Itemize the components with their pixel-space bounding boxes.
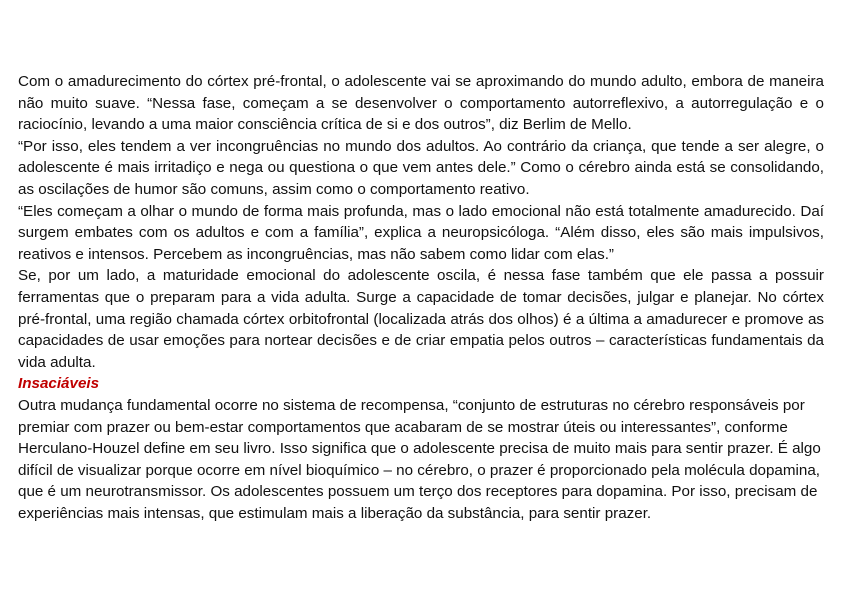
paragraph-emotional-side: “Eles começam a olhar o mundo de forma mais profunda, mas o lado emocional não está totalmente amadurecido. Daí surgem embates com os adultos e com a família”, explica a neuropsicóloga. “Além disso, eles são mais impulsivos, reativos e intensos. Percebem as incongruências, mas não sabem como lidar com elas.” [18,202,824,263]
paragraph-incongruences: “Por isso, eles tendem a ver incongruências no mundo dos adultos. Ao contrário da criança, que tende a ser alegre, o adolescente é mais irritadiço e nega ou questiona o que vem antes dele.” Como o cérebro ainda está se consolidando, as oscilações de humor são comuns, assim como o comportamento reativo. [18,137,824,198]
paragraph-emotional-maturity: Se, por um lado, a maturidade emocional do adolescente oscila, é nessa fase também que ele passa a possuir ferramentas que o preparam para a vida adulta. Surge a capacidade de tomar decisões, julgar e planejar. No córtex pré-frontal, uma região chamada córtex orbitofrontal (localizada atrás dos olhos) é a última a amadurecer e promove as capacidades de usar emoções para nortear decisões e de criar empatia pelos outros – características fundamentais da vida adulta. [18,267,824,371]
section-heading: Insaciáveis [18,375,100,393]
document-body [18,71,824,524]
paragraph-cortex-maturation: Com o amadurecimento do córtex pré-frontal, o adolescente vai se aproximando do mundo adulto, embora de maneira não muito suave. “Nessa fase, começam a se desenvolver o comportamento autorreflexivo, a autorregulação e o raciocínio, levando a uma maior consciência crítica de si e dos outros”, diz Berlim de Mello. [18,73,824,134]
paragraph-reward-system: Outra mudança fundamental ocorre no sistema de recompensa, “conjunto de estruturas no cérebro responsáveis por premiar com prazer ou bem-estar comportamentos que acabaram de se mostrar úteis ou interessantes”, conforme Herculano-Houzel define em seu livro. Isso significa que o adolescente precisa de muito mais para sentir prazer. É algo difícil de visualizar porque ocorre em nível bioquímico – no cérebro, o prazer é proporcionado pela molécula dopamina, que é um neurotransmissor. Os adolescentes possuem um terço dos receptores para dopamina. Por isso, precisam de experiências mais intensas, que estimulam mais a liberação da substância, para sentir prazer. [18,396,821,522]
